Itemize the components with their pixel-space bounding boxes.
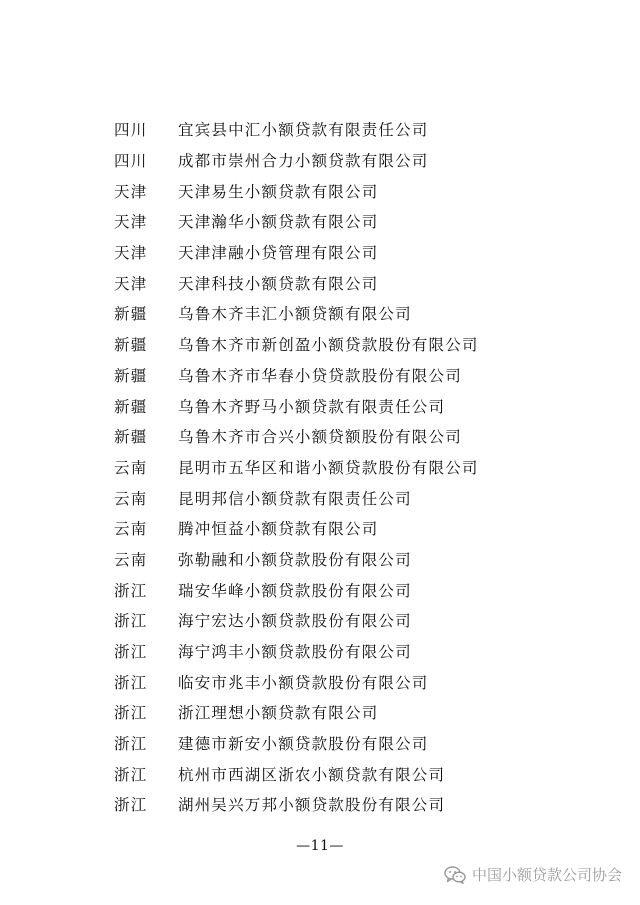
region-label: 浙江 <box>114 796 148 815</box>
company-name: 乌鲁木齐市新创盈小额贷款股份有限公司 <box>178 336 479 355</box>
list-item <box>114 329 514 360</box>
list-item <box>114 636 514 667</box>
company-name: 天津瀚华小额贷款有限公司 <box>178 213 379 232</box>
list-item <box>114 697 514 728</box>
region-label: 云南 <box>114 550 148 569</box>
region-label: 天津 <box>114 274 148 293</box>
region-label: 新疆 <box>114 397 148 416</box>
list-item <box>114 728 514 759</box>
company-name: 成都市崇州合力小额贷款有限公司 <box>178 152 429 171</box>
company-name: 海宁鸿丰小额贷款股份有限公司 <box>178 643 412 662</box>
list-item <box>114 175 514 206</box>
company-name: 浙江理想小额贷款有限公司 <box>178 704 379 723</box>
list-item <box>114 482 514 513</box>
list-item <box>114 574 514 605</box>
region-label: 天津 <box>114 213 148 232</box>
list-item <box>114 758 514 789</box>
region-label: 浙江 <box>114 735 148 754</box>
company-name: 天津易生小额贷款有限公司 <box>178 182 379 201</box>
page-number: —11— <box>296 838 344 854</box>
region-label: 浙江 <box>114 643 148 662</box>
company-name: 天津科技小额贷款有限公司 <box>178 274 379 293</box>
company-name: 乌鲁木齐市华春小贷贷款股份有限公司 <box>178 366 462 385</box>
region-label: 浙江 <box>114 704 148 723</box>
list-item <box>114 605 514 636</box>
watermark-text: 中国小额贷款公司协会 <box>471 866 622 884</box>
region-label: 天津 <box>114 182 148 201</box>
company-name: 天津津融小贷管理有限公司 <box>178 244 379 263</box>
region-label: 云南 <box>114 458 148 477</box>
company-name: 昆明市五华区和谐小额贷款股份有限公司 <box>178 458 479 477</box>
list-item <box>114 513 514 544</box>
watermark <box>444 864 622 885</box>
company-name: 临安市兆丰小额贷款股份有限公司 <box>178 673 429 692</box>
region-label: 天津 <box>114 244 148 263</box>
region-label: 浙江 <box>114 612 148 631</box>
region-label: 新疆 <box>114 336 148 355</box>
region-label: 云南 <box>114 520 148 539</box>
region-label: 新疆 <box>114 428 148 447</box>
company-name: 昆明邦信小额贷款有限责任公司 <box>178 489 412 508</box>
list-item <box>114 145 514 176</box>
list-item <box>114 267 514 298</box>
list-item <box>114 206 514 237</box>
region-label: 四川 <box>114 152 148 171</box>
company-name: 瑞安华峰小额贷款股份有限公司 <box>178 581 412 600</box>
company-name: 杭州市西湖区浙农小额贷款有限公司 <box>178 765 446 784</box>
list-item <box>114 452 514 483</box>
company-name: 乌鲁木齐丰汇小额贷额有限公司 <box>178 305 412 324</box>
list-item <box>114 360 514 391</box>
list-item <box>114 114 514 145</box>
region-label: 浙江 <box>114 673 148 692</box>
region-label: 浙江 <box>114 581 148 600</box>
region-label: 新疆 <box>114 366 148 385</box>
region-label: 四川 <box>114 121 148 140</box>
wechat-icon <box>444 866 466 884</box>
company-name: 乌鲁木齐市合兴小额贷额股份有限公司 <box>178 428 462 447</box>
company-name: 腾冲恒益小额贷款有限公司 <box>178 520 379 539</box>
company-name: 弥勒融和小额贷款股份有限公司 <box>178 550 412 569</box>
company-name: 建德市新安小额贷款股份有限公司 <box>178 735 429 754</box>
company-name: 宜宾县中汇小额贷款有限责任公司 <box>178 121 429 140</box>
list-item <box>114 390 514 421</box>
region-label: 云南 <box>114 489 148 508</box>
region-label: 新疆 <box>114 305 148 324</box>
company-name: 湖州吴兴万邦小额贷款股份有限公司 <box>178 796 446 815</box>
list-item <box>114 789 514 820</box>
list-item <box>114 298 514 329</box>
company-name: 乌鲁木齐野马小额贷款有限责任公司 <box>178 397 446 416</box>
list-item <box>114 421 514 452</box>
company-name: 海宁宏达小额贷款股份有限公司 <box>178 612 412 631</box>
list-item <box>114 237 514 268</box>
region-label: 浙江 <box>114 765 148 784</box>
company-list <box>114 114 514 820</box>
list-item <box>114 544 514 575</box>
list-item <box>114 666 514 697</box>
